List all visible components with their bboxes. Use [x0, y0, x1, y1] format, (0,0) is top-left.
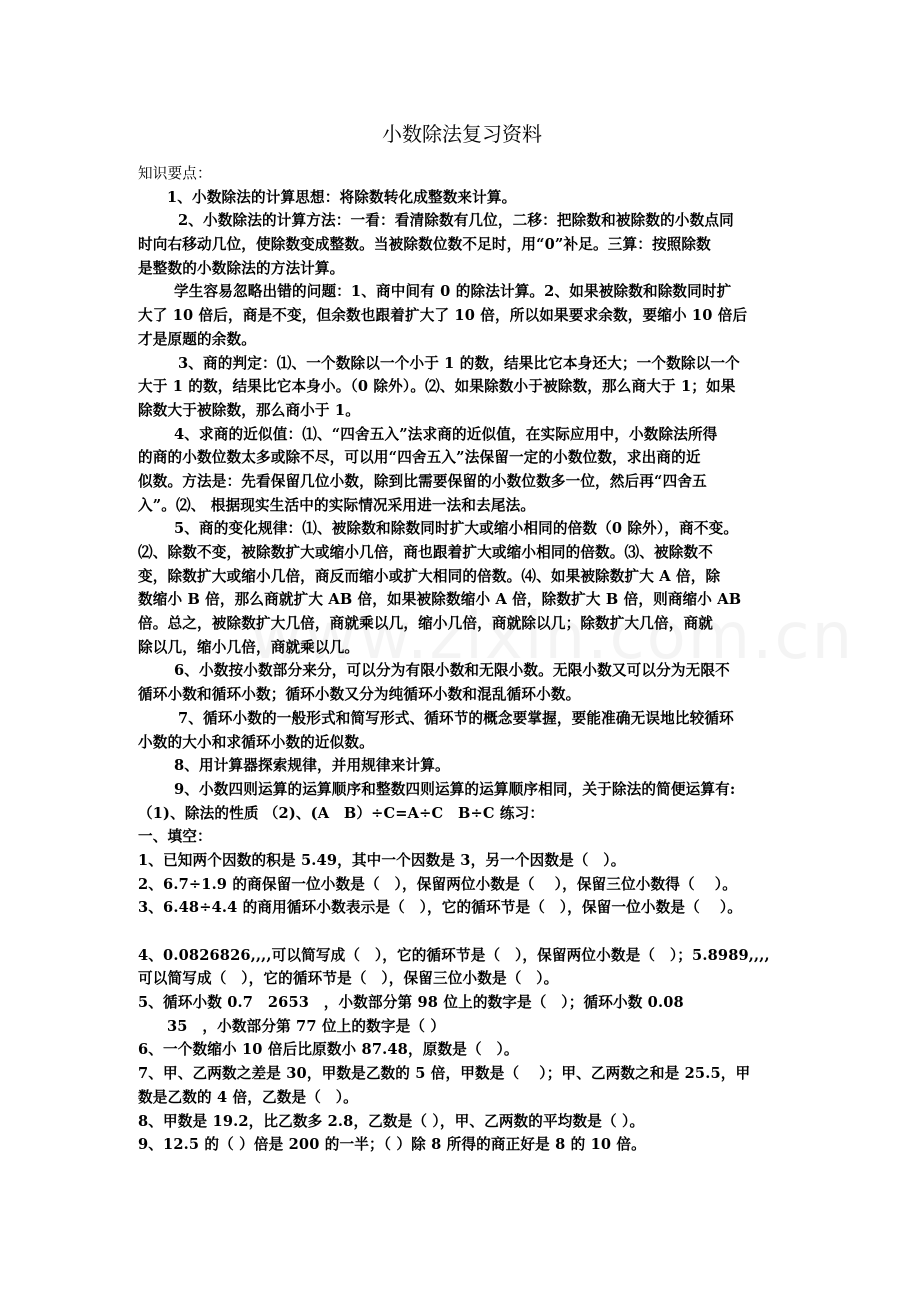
point-9-line-2: （1)、除法的性质 （2)、(A B）÷C=A÷C B÷C 练习： [138, 804, 545, 822]
point-8: 8、用计算器探索规律，并用规律来计算。 [174, 757, 450, 775]
document-page [138, 120, 786, 1157]
point-4-line-1: 4、求商的近似值：⑴、“四舍五入”法求商的近似值，在实际应用中，小数除法所得 [174, 425, 718, 443]
point-2-line-2: 时向右移动几位，使除数变成整数。当被除数位数不足时，用“0”补足。三算：按照除数 [138, 236, 711, 254]
point-6-line-1: 6、小数按小数部分来分，可以分为有限小数和无限小数。无限小数又可以分为无限不 [174, 662, 730, 680]
point-6-line-2: 循环小数和循环小数；循环小数又分为纯循环小数和混乱循环小数。 [138, 686, 581, 704]
blank-line [138, 920, 786, 944]
question-7-line-2: 数是乙数的 4 倍，乙数是（ ）。 [138, 1088, 358, 1106]
page-title: 小数除法复习资料 [382, 122, 542, 146]
point-5-line-3: 变，除数扩大或缩小几倍，商反而缩小或扩大相同的倍数。⑷、如果被除数扩大 A 倍，除 [138, 567, 721, 585]
question-1: 1、已知两个因数的积是 5.49，其中一个因数是 3，另一个因数是（ ）。 [138, 851, 626, 869]
question-4-line-1: 4、0.0826826,,,,可以简写成（ ），它的循环节是（ ），保留两位小数是（ ）；5.8989,,,, [138, 946, 770, 964]
point-3-line-2: 大于 1 的数，结果比它本身小。（0 除外）。⑵、如果除数小于被除数，那么商大于 1；如果 [138, 378, 736, 396]
point-5-line-4: 数缩小 B 倍，那么商就扩大 AB 倍，如果被除数缩小 A 倍，除数扩大 B 倍，则商缩小 AB [138, 591, 742, 609]
question-2: 2、6.7÷1.9 的商保留一位小数是（ ），保留两位小数是（ ），保留三位小数得（ ）。 [138, 875, 737, 893]
point-1: 1、小数除法的计算思想：将除数转化成整数来计算。 [167, 188, 517, 206]
point-7-line-1: 7、循环小数的一般形式和简写形式、循环节的概念要掌握，要能准确无误地比较循环 [178, 709, 734, 727]
question-8: 8、甲数是 19.2，比乙数多 2.8，乙数是（ ），甲、乙两数的平均数是（ ）。 [138, 1112, 645, 1130]
exercise-heading: 一、填空： [138, 828, 212, 846]
point-3-line-3: 除数大于被除数，那么商小于 1。 [138, 401, 360, 419]
section-heading: 知识要点： [138, 165, 212, 182]
point-4-line-2: 的商的小数位数太多或除不尽，可以用“四舍五入”法保留一定的小数位数，求出商的近 [138, 449, 701, 467]
point-3-line-1: 3、商的判定：⑴、一个数除以一个小于 1 的数，结果比它本身还大；一个数除以一个 [178, 354, 740, 372]
point-5-line-1: 5、商的变化规律：⑴、被除数和除数同时扩大或缩小相同的倍数（0 除外），商不变。 [174, 520, 739, 538]
point-5-line-2: ⑵、除数不变，被除数扩大或缩小几倍，商也跟着扩大或缩小相同的倍数。⑶、被除数不 [138, 544, 714, 561]
point-4-line-3: 似数。方法是：先看保留几位小数，除到比需要保留的小数位数多一位，然后再“四舍五 [138, 472, 707, 490]
common-errors-line-1: 学生容易忽略出错的问题：1、商中间有 0 的除法计算。2、如果被除数和除数同时扩 [174, 283, 732, 301]
question-4-line-2: 可以简写成（ ），它的循环节是（ ），保留三位小数是（ ）。 [138, 970, 559, 988]
common-errors-line-3: 才是原题的余数。 [138, 330, 256, 348]
common-errors-line-2: 大了 10 倍后，商是不变，但余数也跟着扩大了 10 倍，所以如果要求余数，要缩小 10 倍后 [138, 307, 748, 325]
question-3: 3、6.48÷4.4 的商用循环小数表示是（ ），它的循环节是（ ），保留一位小数是（ ）。 [138, 899, 743, 917]
point-7-line-2: 小数的大小和求循环小数的近似数。 [138, 733, 374, 751]
point-2-line-3: 是整数的小数除法的方法计算。 [138, 259, 345, 277]
question-5-line-1: 5、循环小数 0.7 2653 ，小数部分第 98 位上的数字是（ ）；循环小数 0.08 [138, 994, 684, 1012]
point-5-line-5: 倍。总之，被除数扩大几倍，商就乘以几，缩小几倍，商就除以几；除数扩大几倍，商就 [138, 615, 714, 633]
point-2-line-1: 2、小数除法的计算方法：一看：看清除数有几位，二移：把除数和被除数的小数点同 [178, 212, 734, 230]
point-9-line-1: 9、小数四则运算的运算顺序和整数四则运算的运算顺序相同，关于除法的简便运算有: [174, 780, 736, 798]
question-9: 9、12.5 的（ ）倍是 200 的一半；（ ）除 8 所得的商正好是 8 的 10 倍。 [138, 1136, 646, 1154]
point-4-line-4: 入”。⑵、 根据现实生活中的实际情况采用进一法和去尾法。 [138, 496, 536, 514]
point-5-line-6: 除以几，缩小几倍，商就乘以几。 [138, 638, 360, 656]
question-6: 6、一个数缩小 10 倍后比原数小 87.48，原数是（ ）。 [138, 1041, 519, 1059]
question-5-line-2: 35 ，小数部分第 77 位上的数字是（ ） [167, 1017, 446, 1035]
question-7-line-1: 7、甲、乙两数之差是 30，甲数是乙数的 5 倍，甲数是（ ）；甲、乙两数之和是 25.5，甲 [138, 1065, 751, 1083]
